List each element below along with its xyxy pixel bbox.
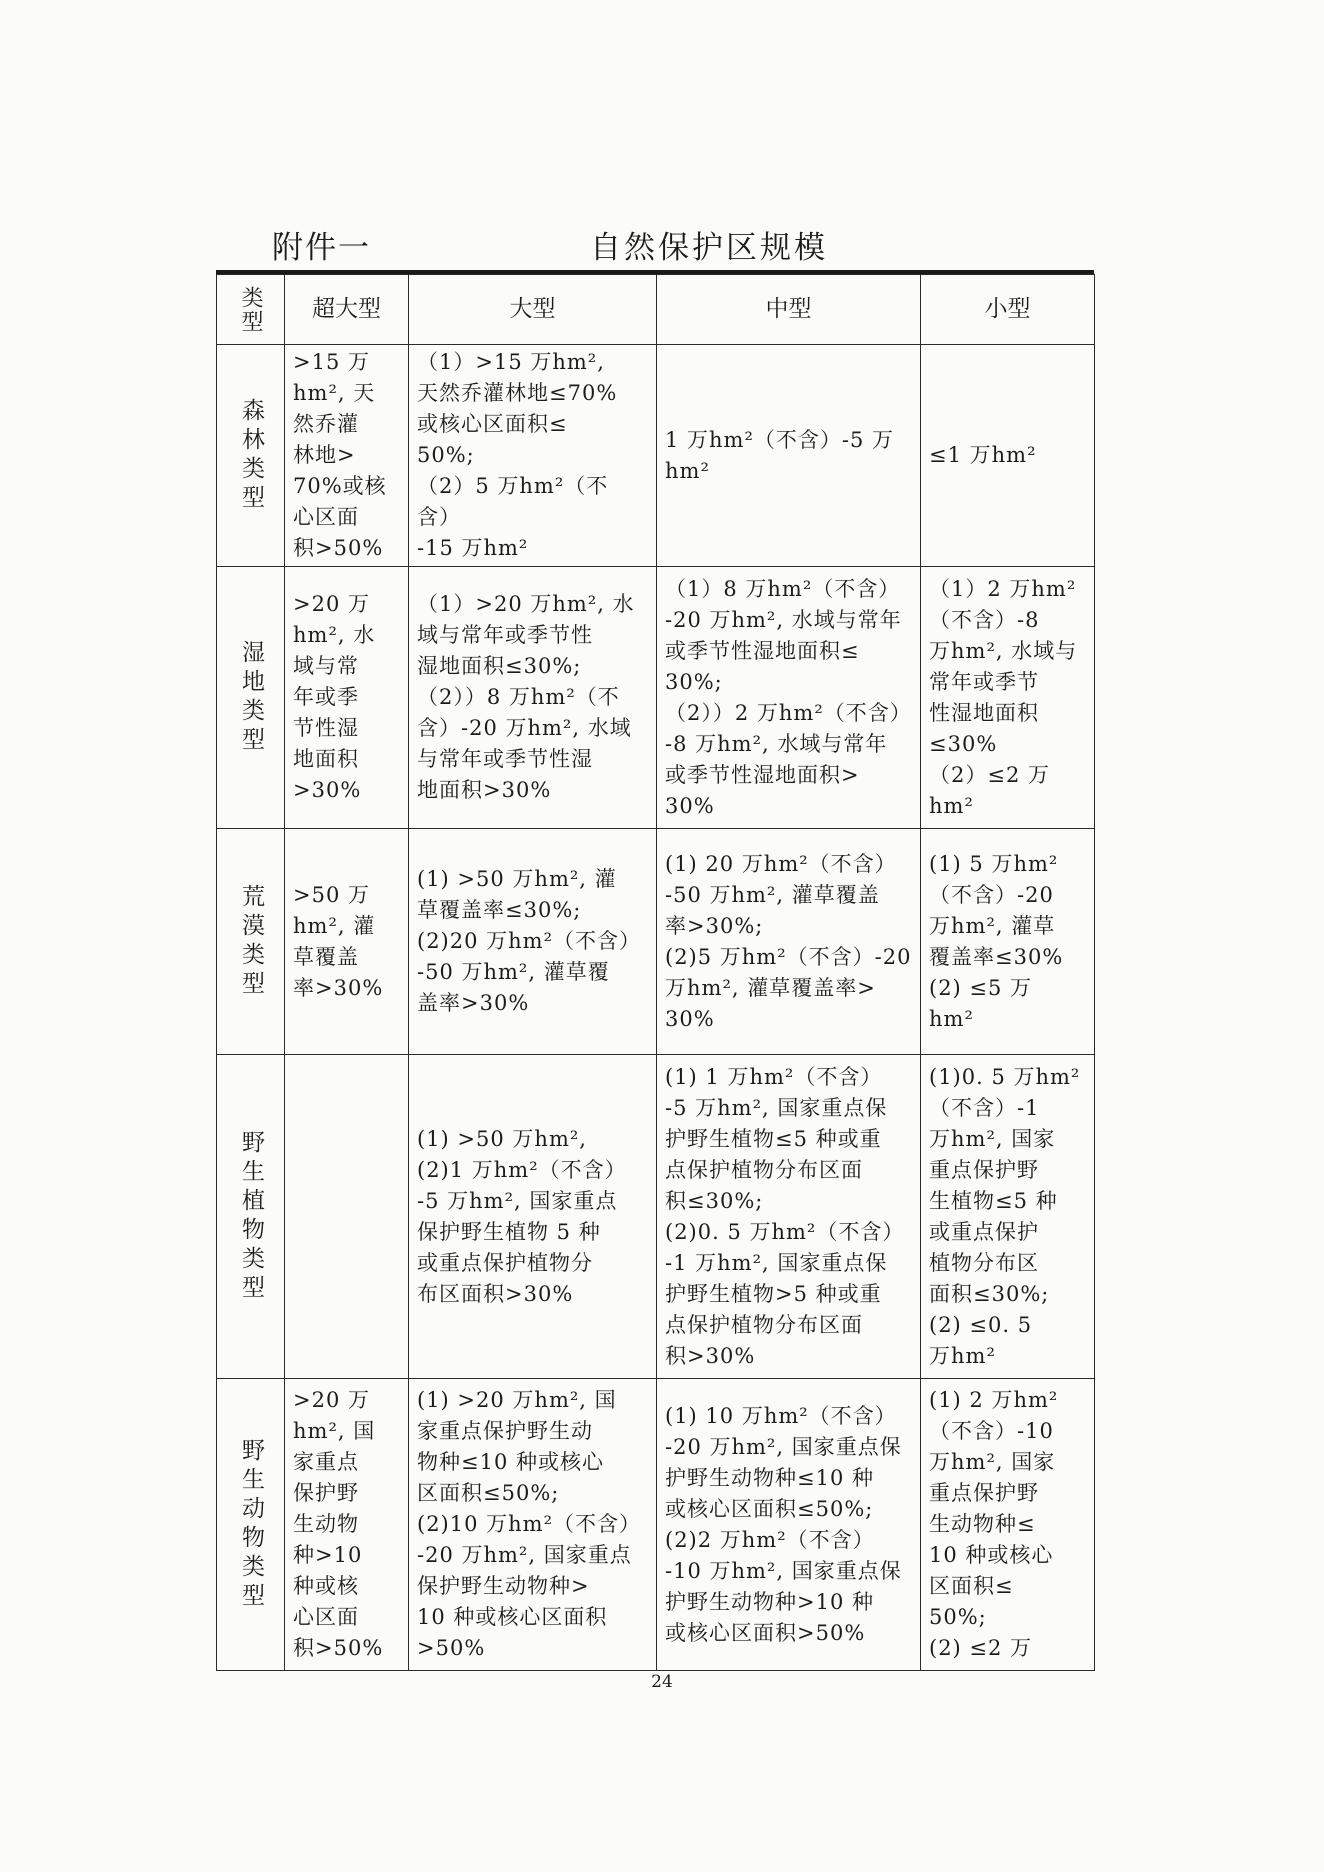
type-cell: 荒漠类型 xyxy=(217,829,285,1055)
table-row xyxy=(217,1055,1095,1379)
small-cell: (1) 5 万hm² （不含）-20 万hm², 灌草 覆盖率≤30% (2) ≤5 万 hm² xyxy=(921,829,1095,1055)
medium-cell: (1) 10 万hm²（不含） -20 万hm², 国家重点保 护野生动物种≤10 种 或核心区面积≤50%; (2)2 万hm²（不含） -10 万hm², 国家重点保 护野生动物种>10 种 或核心区面积>50% xyxy=(657,1379,921,1671)
medium-cell: （1）8 万hm²（不含） -20 万hm², 水域与常年 或季节性湿地面积≤ 30%; （2））2 万hm²（不含） -8 万hm², 水域与常年 或季节性湿地面积> 30% xyxy=(657,567,921,829)
large-cell: （1）>20 万hm², 水 域与常年或季节性 湿地面积≤30%; （2））8 万hm²（不 含）-20 万hm², 水域 与常年或季节性湿 地面积>30% xyxy=(409,567,657,829)
table-row xyxy=(217,567,1095,829)
small-cell: (1)0. 5 万hm² （不含）-1 万hm², 国家 重点保护野 生植物≤5 种 或重点保护 植物分布区 面积≤30%; (2) ≤0. 5 万hm² xyxy=(921,1055,1095,1379)
table-header-row xyxy=(217,275,1095,345)
small-cell: ≤1 万hm² xyxy=(921,345,1095,567)
large-cell: （1）>15 万hm², 天然乔灌林地≤70% 或核心区面积≤ 50%; （2）5 万hm²（不含） -15 万hm² xyxy=(409,345,657,567)
attachment-label: 附件一 xyxy=(272,230,371,266)
super-large-cell: >15 万 hm², 天 然乔灌 林地> 70%或核 心区面 积>50% xyxy=(285,345,409,567)
small-cell: （1）2 万hm² （不含）-8 万hm², 水域与 常年或季节 性湿地面积 ≤30% （2）≤2 万 hm² xyxy=(921,567,1095,829)
large-cell: (1) >50 万hm², (2)1 万hm²（不含） -5 万hm², 国家重点 保护野生植物 5 种 或重点保护植物分 布区面积>30% xyxy=(409,1055,657,1379)
medium-cell: (1) 1 万hm²（不含） -5 万hm², 国家重点保 护野生植物≤5 种或重 点保护植物分布区面 积≤30%; (2)0. 5 万hm²（不含） -1 万hm², 国家重点保 护野生植物>5 种或重 点保护植物分布区面 积>30% xyxy=(657,1055,921,1379)
type-cell: 野生植物类型 xyxy=(217,1055,285,1379)
page-title: 自然保护区规模 xyxy=(590,230,828,266)
header-super-large: 超大型 xyxy=(285,275,409,345)
medium-cell: (1) 20 万hm²（不含） -50 万hm², 灌草覆盖 率>30%; (2)5 万hm²（不含）-20 万hm², 灌草覆盖率> 30% xyxy=(657,829,921,1055)
header-type: 类型 xyxy=(217,275,285,345)
medium-cell: 1 万hm²（不含）-5 万 hm² xyxy=(657,345,921,567)
super-large-cell xyxy=(285,1055,409,1379)
super-large-cell: >20 万 hm², 水 域与常 年或季 节性湿 地面积 >30% xyxy=(285,567,409,829)
table-row xyxy=(217,829,1095,1055)
header-large: 大型 xyxy=(409,275,657,345)
type-cell: 湿地类型 xyxy=(217,567,285,829)
type-cell: 野生动物类型 xyxy=(217,1379,285,1671)
type-cell: 森林类型 xyxy=(217,345,285,567)
large-cell: (1) >50 万hm², 灌 草覆盖率≤30%; (2)20 万hm²（不含） -50 万hm², 灌草覆 盖率>30% xyxy=(409,829,657,1055)
super-large-cell: >50 万 hm², 灌 草覆盖 率>30% xyxy=(285,829,409,1055)
header-small: 小型 xyxy=(921,275,1095,345)
reserve-scale-table xyxy=(216,274,1095,1671)
super-large-cell: >20 万 hm², 国 家重点 保护野 生动物 种>10 种或核 心区面 积>50% xyxy=(285,1379,409,1671)
table-row xyxy=(217,1379,1095,1671)
small-cell: (1) 2 万hm² （不含）-10 万hm², 国家 重点保护野 生动物种≤ 10 种或核心 区面积≤ 50%; (2) ≤2 万 xyxy=(921,1379,1095,1671)
header-medium: 中型 xyxy=(657,275,921,345)
page-number: 24 xyxy=(651,1672,673,1692)
table-row xyxy=(217,345,1095,567)
large-cell: (1) >20 万hm², 国 家重点保护野生动 物种≤10 种或核心 区面积≤50%; (2)10 万hm²（不含） -20 万hm², 国家重点 保护野生动物种> 10 种或核心区面积 >50% xyxy=(409,1379,657,1671)
